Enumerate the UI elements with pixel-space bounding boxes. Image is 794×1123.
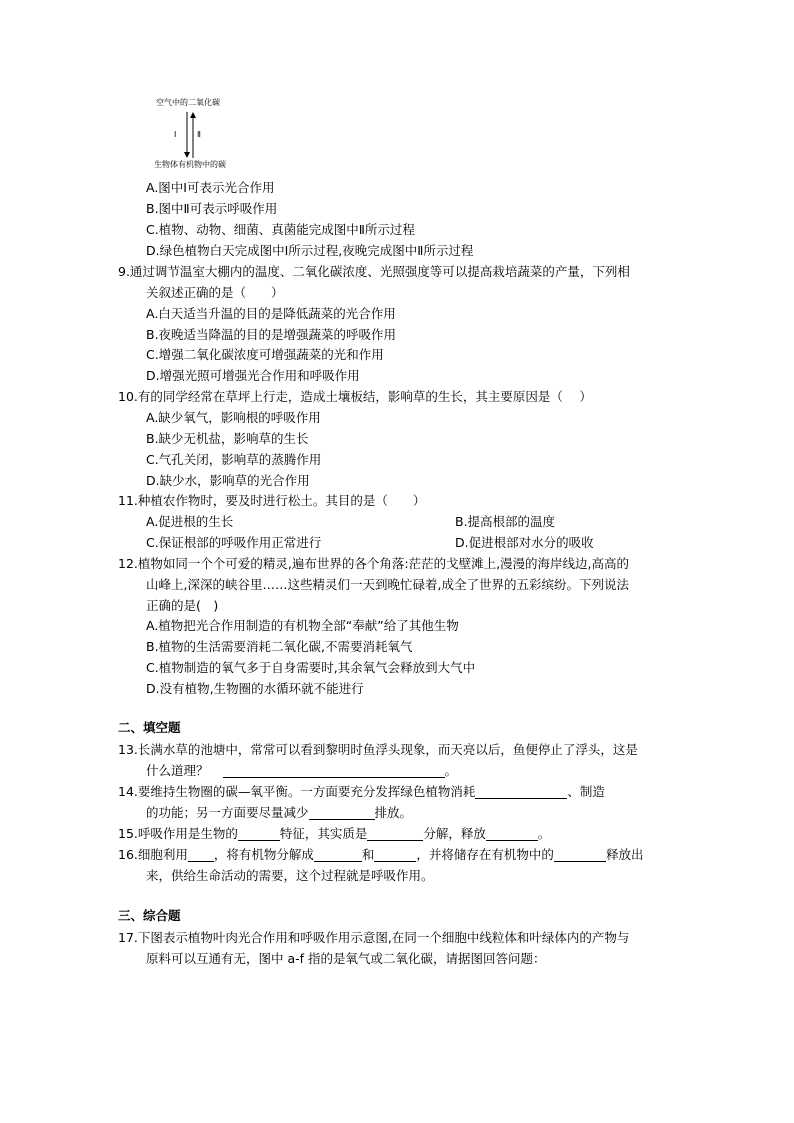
q16-line2: 来，供给生命活动的需要，这个过程就是呼吸作用。 bbox=[146, 868, 434, 883]
q12-option-c: C.植物制造的氧气多于自身需要时,其余氧气会释放到大气中 bbox=[146, 660, 476, 675]
q16-line1 bbox=[118, 845, 643, 865]
section-comprehensive-heading: 三、综合题 bbox=[118, 908, 181, 923]
q13-period: 。 bbox=[444, 763, 458, 778]
figure-top-label: 空气中的二氧化碳 bbox=[156, 98, 220, 107]
q9-option-b: B.夜晚适当降温的目的是增强蔬菜的呼吸作用 bbox=[146, 327, 397, 342]
q12-stem-line3: 正确的是( ) bbox=[146, 598, 219, 613]
q8-option-c: C.植物、动物、细菌、真菌能完成图中Ⅱ所示过程 bbox=[146, 222, 415, 237]
carbon-cycle-figure bbox=[150, 98, 240, 174]
q14-line2 bbox=[146, 803, 412, 823]
q14-line1 bbox=[118, 782, 605, 802]
q11-option-a: A.促进根的生长 bbox=[146, 514, 234, 529]
section-fill-in-heading: 二、填空题 bbox=[118, 720, 181, 735]
q12-option-a: A.植物把光合作用制造的有机物全部“奉献”给了其他生物 bbox=[146, 618, 459, 633]
q14-text-a: 14.要维持生物圈的碳—氧平衡。一方面要充分发挥绿色植物消耗 bbox=[118, 784, 476, 799]
q10-option-d: D.缺少水，影响草的光合作用 bbox=[146, 473, 310, 488]
q8-option-a: A.图中Ⅰ可表示光合作用 bbox=[146, 180, 275, 195]
q16-text-b: ，将有机物分解成 bbox=[213, 847, 314, 862]
q16-blank-4[interactable] bbox=[554, 847, 606, 862]
q13-answer-blank[interactable] bbox=[223, 763, 445, 778]
q11-option-d: D.促进根部对水分的吸收 bbox=[455, 535, 594, 550]
q14-text-b: 、制造 bbox=[567, 784, 605, 799]
q16-blank-1[interactable] bbox=[188, 847, 214, 862]
q10-option-b: B.缺少无机盐，影响草的生长 bbox=[146, 431, 309, 446]
q16-text-c: 和 bbox=[361, 847, 375, 862]
q9-stem-line1: 9.通过调节温室大棚内的温度、二氧化碳浓度、光照强度等可以提高栽培蔬菜的产量，下列相 bbox=[118, 264, 630, 279]
q8-option-d: D.绿色植物白天完成图中Ⅰ所示过程,夜晚完成图中Ⅱ所示过程 bbox=[146, 243, 474, 258]
q14-blank-1[interactable] bbox=[475, 784, 567, 799]
q10-option-c: C.气孔关闭，影响草的蒸腾作用 bbox=[146, 452, 322, 467]
q14-blank-2[interactable] bbox=[309, 805, 375, 820]
q13-line2 bbox=[146, 761, 457, 781]
q17-line1: 17.下图表示植物叶肉光合作用和呼吸作用示意图,在同一个细胞中线粒体和叶绿体内的产物与 bbox=[118, 930, 630, 945]
q16-blank-2[interactable] bbox=[314, 847, 362, 862]
arrow-i-label: Ⅰ bbox=[174, 130, 177, 139]
q9-option-d: D.增强光照可增强光合作用和呼吸作用 bbox=[146, 368, 360, 383]
q14-text-d: 排放。 bbox=[374, 805, 413, 820]
q11-option-b: B.提高根部的温度 bbox=[455, 514, 556, 529]
q15-text-a: 15.呼吸作用是生物的 bbox=[118, 826, 238, 841]
q12-option-d: D.没有植物,生物圈的水循环就不能进行 bbox=[146, 681, 364, 696]
q17-line2: 原料可以互通有无，图中 a-f 指的是氧气或二氧化碳，请据图回答问题： bbox=[146, 951, 546, 966]
q13-question-text: 什么道理？ bbox=[146, 763, 209, 778]
q9-option-c: C.增强二氧化碳浓度可增强蔬菜的光和作用 bbox=[146, 347, 384, 362]
q10-option-a: A.缺少氧气，影响根的呼吸作用 bbox=[146, 410, 321, 425]
q15-text-d: 。 bbox=[537, 826, 551, 841]
q14-text-c: 的功能；另一方面要尽量减少 bbox=[146, 805, 309, 820]
q15-blank-2[interactable] bbox=[367, 826, 423, 841]
q11-stem: 11.种植农作物时，要及时进行松土。其目的是（ ） bbox=[118, 493, 426, 508]
q8-option-b: B.图中Ⅱ可表示呼吸作用 bbox=[146, 201, 278, 216]
figure-bottom-label: 生物体有机物中的碳 bbox=[154, 160, 226, 169]
q16-text-e: 释放出 bbox=[605, 847, 644, 862]
q9-option-a: A.白天适当升温的目的是降低蔬菜的光合作用 bbox=[146, 306, 396, 321]
q12-option-b: B.植物的生活需要消耗二氧化碳,不需要消耗氧气 bbox=[146, 639, 413, 654]
q16-blank-3[interactable] bbox=[374, 847, 416, 862]
q9-stem-line2: 关叙述正确的是（ ） bbox=[146, 285, 284, 300]
q10-stem: 10.有的同学经常在草坪上行走，造成土壤板结，影响草的生长，其主要原因是（ ） bbox=[118, 389, 592, 404]
q15-line bbox=[118, 824, 550, 844]
q16-text-a: 16.细胞利用 bbox=[118, 847, 188, 862]
arrow-ii-label: Ⅱ bbox=[197, 130, 201, 139]
q12-stem-line2: 山峰上,深深的峡谷里……这些精灵们一天到晚忙碌着,成全了世界的五彩缤纷。下列说法 bbox=[146, 577, 629, 592]
q16-text-d: ，并将储存在有机物中的 bbox=[416, 847, 554, 862]
q15-blank-1[interactable] bbox=[238, 826, 280, 841]
q15-text-c: 分解，释放 bbox=[423, 826, 486, 841]
q15-text-b: 特征，其实质是 bbox=[279, 826, 368, 841]
q12-stem-line1: 12.植物如同一个个可爱的精灵,遍布世界的各个角落:茫茫的戈壁滩上,漫漫的海岸线边,高高的 bbox=[118, 556, 630, 571]
q11-option-c: C.保证根部的呼吸作用正常进行 bbox=[146, 535, 322, 550]
q15-blank-3[interactable] bbox=[486, 826, 538, 841]
q13-line1: 13.长满水草的池塘中，常常可以看到黎明时鱼浮头现象，而天亮以后，鱼便停止了浮头，这是 bbox=[118, 742, 638, 757]
